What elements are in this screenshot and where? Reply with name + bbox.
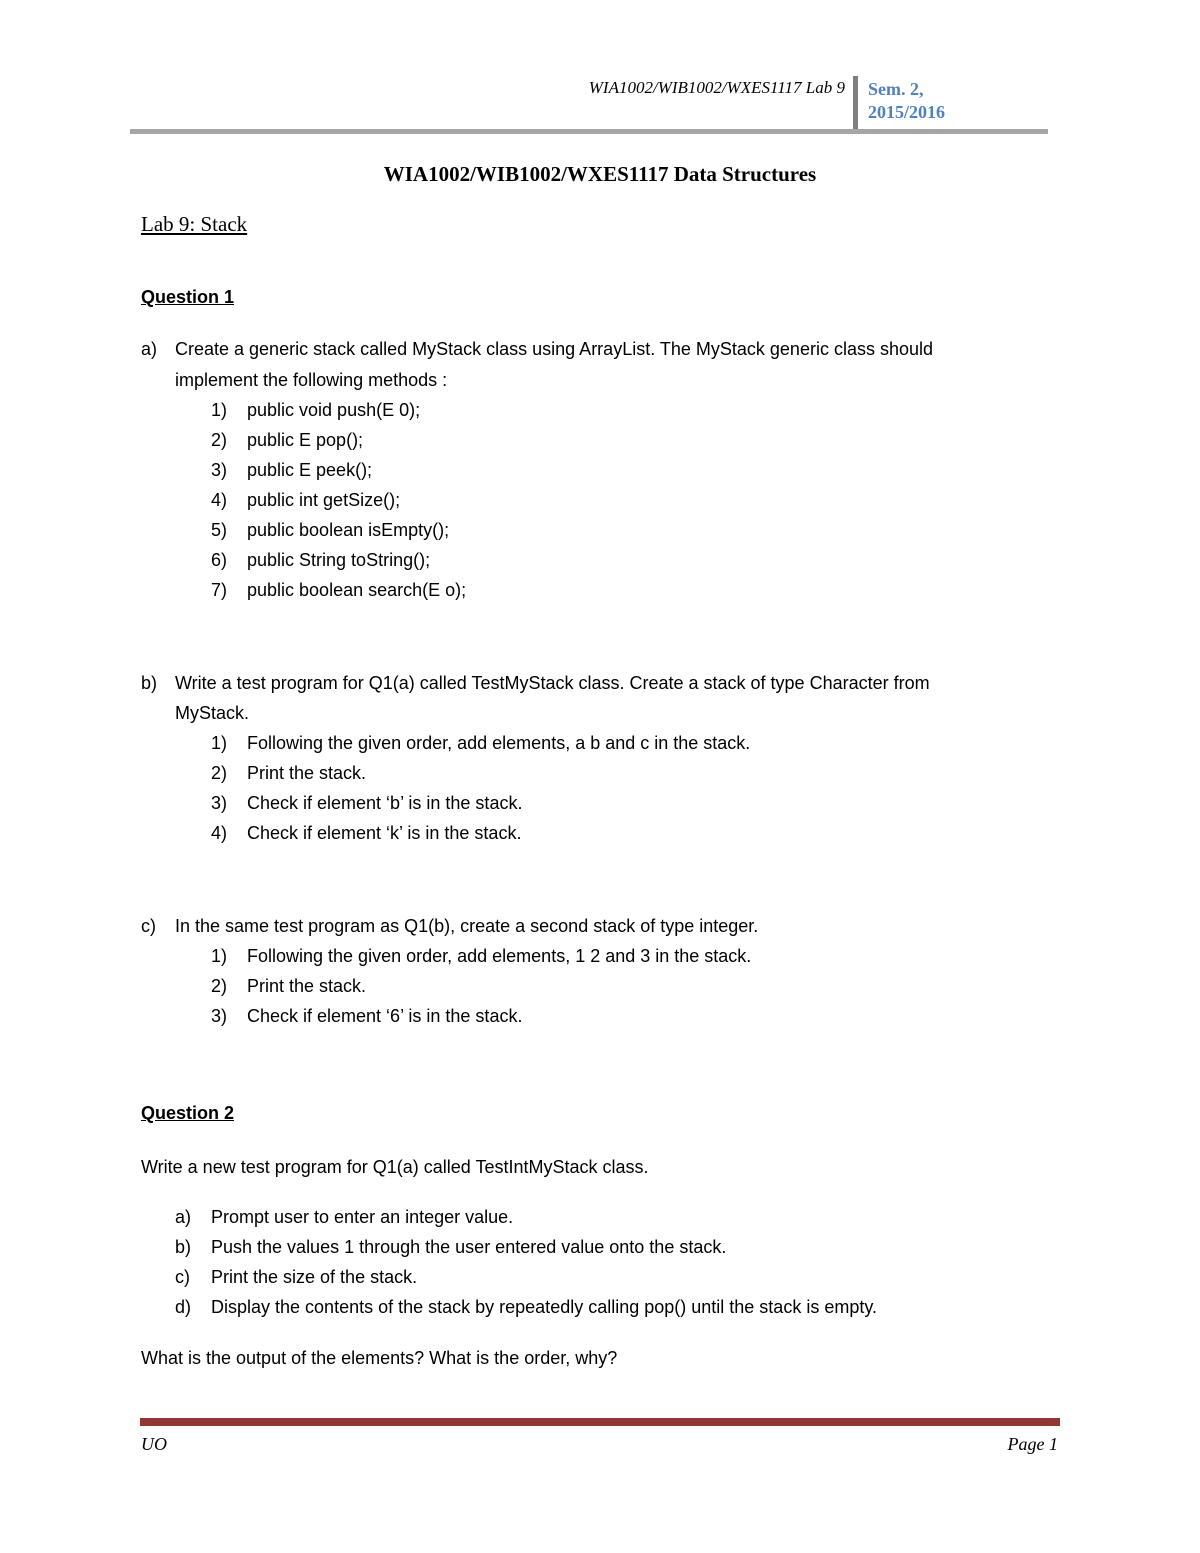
list-item: d) Display the contents of the stack by repeatedly calling pop() until the stack is empty. xyxy=(175,1297,877,1317)
lab-title: Lab 9: Stack xyxy=(141,212,248,236)
list-item: 2) Print the stack. xyxy=(211,976,367,996)
header-semester xyxy=(868,78,945,124)
list-item: 3) public E peek(); xyxy=(211,460,373,480)
q1a-line1 xyxy=(141,334,933,364)
q1c-step-list xyxy=(211,941,751,1031)
header-semester-line1: Sem. 2, xyxy=(868,79,924,99)
header-rule xyxy=(130,129,1048,134)
list-item: a) Prompt user to enter an integer value. xyxy=(175,1207,514,1227)
list-item: 3) Check if element ‘b’ is in the stack. xyxy=(211,793,523,813)
document-title: WIA1002/WIB1002/WXES1117 Data Structures xyxy=(383,162,817,186)
footer-page-number: Page 1 xyxy=(1007,1434,1058,1454)
list-item: 1) Following the given order, add elements, a b and c in the stack. xyxy=(211,733,751,753)
header-semester-line2: 2015/2016 xyxy=(868,102,946,122)
q1b-marker: b) xyxy=(141,673,158,693)
footer-author: UO xyxy=(141,1434,167,1454)
list-item: 2) public E pop(); xyxy=(211,430,364,450)
list-item: 4) public int getSize(); xyxy=(211,490,401,510)
q1c-line1 xyxy=(141,911,758,941)
q1b-step-list xyxy=(211,728,750,848)
q1a-text-line2: implement the following methods : xyxy=(175,370,448,390)
q2-intro: Write a new test program for Q1(a) called TestIntMyStack class. xyxy=(141,1157,649,1177)
list-item: 1) Following the given order, add elements, 1 2 and 3 in the stack. xyxy=(211,946,752,966)
question-1-heading: Question 1 xyxy=(141,287,235,307)
list-item: 7) public boolean search(E o); xyxy=(211,580,467,600)
q1c-marker: c) xyxy=(141,916,156,936)
list-item: 5) public boolean isEmpty(); xyxy=(211,520,450,540)
q2-step-list xyxy=(175,1202,877,1322)
list-item: 6) public String toString(); xyxy=(211,550,431,570)
footer-rule xyxy=(140,1418,1060,1426)
question-2-heading: Question 2 xyxy=(141,1103,235,1123)
q1b-text-line2: MyStack. xyxy=(175,703,250,723)
header-separator xyxy=(853,76,858,132)
q1a-text-line1: Create a generic stack called MyStack class using ArrayList. The MyStack generic class should xyxy=(175,339,933,359)
list-item: 2) Print the stack. xyxy=(211,763,367,783)
q1b-line1 xyxy=(141,668,930,698)
q1b-text-line1: Write a test program for Q1(a) called TestMyStack class. Create a stack of type Character from xyxy=(175,673,930,693)
list-item: 3) Check if element ‘6’ is in the stack. xyxy=(211,1006,523,1026)
list-item: c) Print the size of the stack. xyxy=(175,1267,418,1287)
q2-closing-question: What is the output of the elements? What is the order, why? xyxy=(141,1348,618,1368)
q1a-marker: a) xyxy=(141,339,158,359)
list-item: 1) public void push(E 0); xyxy=(211,400,421,420)
list-item: 4) Check if element ‘k’ is in the stack. xyxy=(211,823,522,843)
q1c-text-line1: In the same test program as Q1(b), create a second stack of type integer. xyxy=(175,916,759,936)
header-course-lab: WIA1002/WIB1002/WXES1117 Lab 9 xyxy=(588,78,845,97)
q1a-method-list xyxy=(211,395,466,605)
list-item: b) Push the values 1 through the user entered value onto the stack. xyxy=(175,1237,727,1257)
